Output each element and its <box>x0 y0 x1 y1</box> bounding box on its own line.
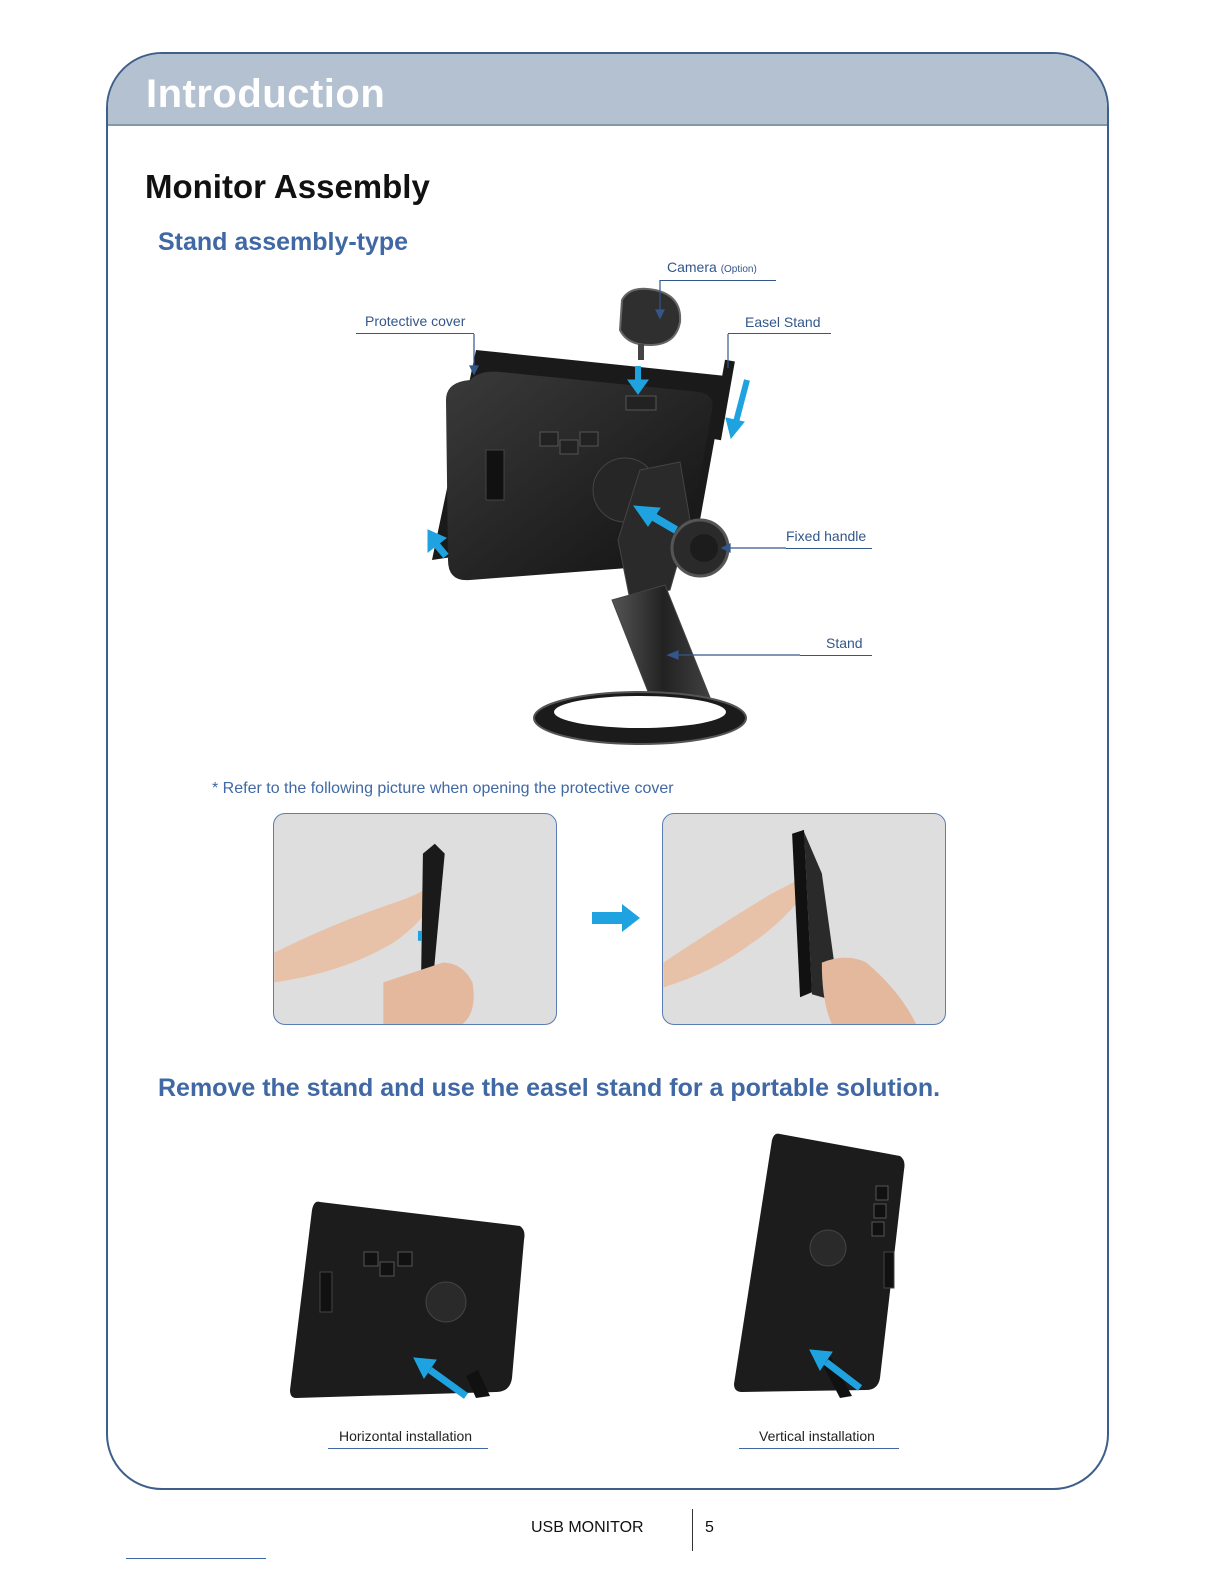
callout-camera-underline <box>660 280 776 281</box>
caption-horizontal-underline <box>328 1448 488 1449</box>
callout-stand-underline <box>800 655 872 656</box>
step-arrow-icon <box>592 904 640 932</box>
hands-holding-monitor-image <box>274 814 556 1024</box>
callout-protective-cover-underline <box>356 333 474 334</box>
page-number: 5 <box>705 1519 714 1536</box>
page-frame <box>106 52 1109 1490</box>
page-title: Monitor Assembly <box>145 168 430 205</box>
footer-divider <box>692 1509 693 1551</box>
callout-camera-option: (Option) <box>720 264 757 275</box>
photo-step-1 <box>273 813 557 1025</box>
footer-rule <box>126 1558 266 1559</box>
footer-label: USB MONITOR <box>531 1519 644 1536</box>
header-band <box>108 54 1107 126</box>
header-title: Introduction <box>146 72 386 116</box>
hands-opening-cover-image <box>663 814 945 1024</box>
caption-vertical-underline <box>739 1448 899 1449</box>
caption-horizontal-installation: Horizontal installation <box>339 1428 473 1444</box>
callout-easel-stand-underline <box>728 333 831 334</box>
callout-camera-label: Camera <box>667 259 717 275</box>
callout-camera <box>667 259 757 275</box>
protective-cover-note: * Refer to the following picture when opening the protective cover <box>212 780 674 797</box>
section-title-stand-assembly: Stand assembly-type <box>158 228 409 256</box>
photo-step-2 <box>662 813 946 1025</box>
callout-stand: Stand <box>826 635 863 651</box>
callout-easel-stand: Easel Stand <box>745 314 821 330</box>
section-title-portable: Remove the stand and use the easel stand for a portable solution. <box>158 1074 941 1102</box>
callout-fixed-handle: Fixed handle <box>786 528 867 544</box>
callout-protective-cover: Protective cover <box>365 313 466 329</box>
callout-fixed-handle-underline <box>786 548 872 549</box>
caption-vertical-installation: Vertical installation <box>759 1428 875 1444</box>
